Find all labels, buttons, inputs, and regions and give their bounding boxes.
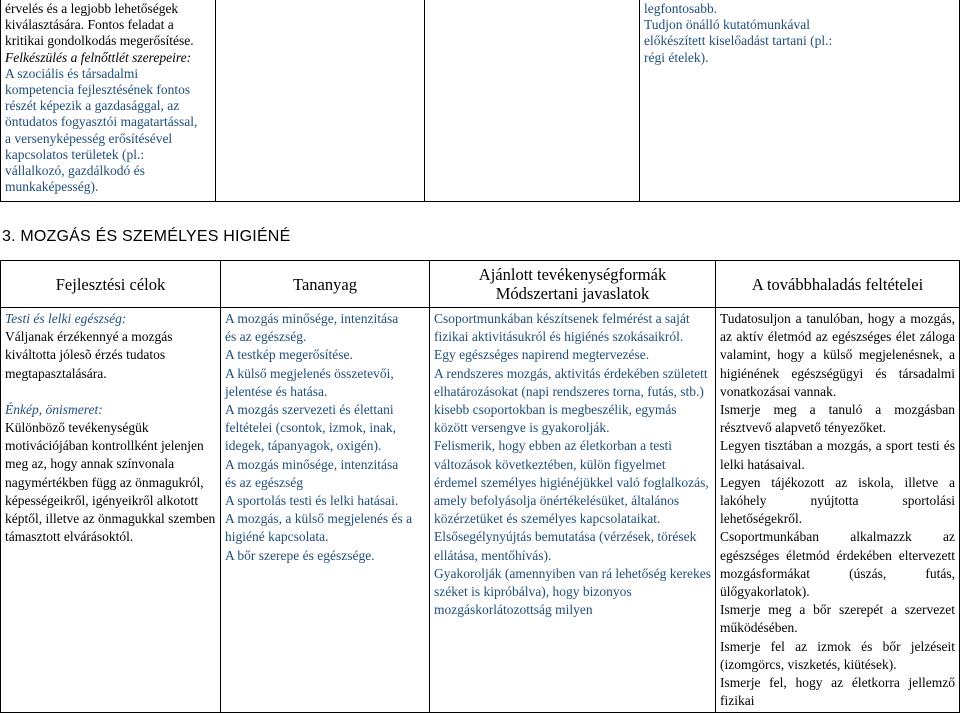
subheading: Énkép, önismeret: (5, 401, 103, 417)
cell-tovabbhaladas (716, 308, 960, 713)
text-line: vállalkozó, gazdálkodó és (5, 163, 145, 179)
header-ajanlott-line2: Módszertani javaslatok (495, 284, 650, 303)
text-line: részét képezik a gazdasággal, az (5, 98, 180, 114)
text-line: idegek, tápanyagok, oxigén). (225, 438, 382, 454)
text-line: érvelés és a legjobb lehetőségek (5, 1, 179, 16)
top-cell-col1 (1, 0, 216, 202)
text-line: A mozgás minősége, intenzitása (225, 456, 399, 472)
paragraph: Csoportmunkában alkalmazzk az egészséges életmód érdekében eltervezett mozgásformákat (úszás, futás, ülőgyakorlatok). (720, 529, 955, 600)
text-line: A mozgás, a külső megjelenés és a (225, 511, 413, 527)
text-line: higiéné kapcsolata. (225, 529, 329, 545)
text-line: A külső megjelenés összetevői, (225, 365, 394, 381)
text-line: előkészített kiselőadást tartani (pl.: (644, 33, 833, 49)
cell-ajanlott (430, 308, 716, 713)
paragraph: A rendszeres mozgás, aktivitás érdekében született elhatározásokat (napi rendszeres torna, futás, stb.) kisebb csoportokban is megbeszélik, egymás között versengve is gyakorolják. (434, 365, 708, 436)
header-row (1, 261, 960, 308)
text-line: A szociális és társadalmi (5, 65, 139, 81)
header-ajanlott-line1: Ajánlott tevékenységformák (478, 265, 667, 284)
paragraph: Elsősegélynyújtás bemutatása (vérzések, törések ellátása, mentőhívás). (434, 529, 697, 563)
spacer (5, 383, 216, 401)
text-line: régi ételek). (644, 49, 709, 65)
text-line: kompetencia fejlesztésének fontos (5, 82, 191, 98)
top-cell-col3 (425, 0, 640, 202)
text-line: a versenyképesség erősítésével (5, 130, 173, 146)
text-line: kritikai gondolkodás megerősítése. (5, 33, 194, 49)
paragraph: Egy egészséges napirend megtervezése. (434, 347, 650, 363)
subheading: Felkészülés a felnőttlét szerepeire: (5, 49, 192, 65)
text-line: öntudatos fogyasztói magatartással, (5, 114, 198, 130)
text-line: és az egészség. (225, 329, 307, 345)
section-title: 3. MOZGÁS ÉS SZEMÉLYES HIGIÉNÉ (2, 228, 291, 245)
paragraph: Gyakorolják (amennyiben van rá lehetőség kerekes széket is kipróbálva), hogy bizonyos mozgáskorlátozottság milyen (434, 565, 712, 618)
paragraph: Ismerje meg a bőr szerepét a szervezet működésében. (720, 602, 955, 636)
paragraph: Felismerik, hogy ebben az életkorban a testi változások következtében, külön figyelmet érdemel személyes higiénéjükkel való foglalkozás, amely befolyásolja önértékelésüket, általános közérzetüket és személyes kapcsolataikat. (434, 438, 709, 527)
content-row (1, 308, 960, 713)
text-line: Tudjon önálló kutatómunkával (644, 17, 810, 33)
text-line: és az egészség (225, 474, 303, 490)
header-tananyag: Tananyag (221, 261, 430, 308)
paragraph: Ismerje fel, hogy az életkorra jellemző fizikai (720, 675, 955, 709)
main-table (0, 260, 960, 713)
paragraph: Csoportmunkában készítsenek felmérést a saját fizikai aktivitásukról és higiénés szokásaikról. (434, 311, 690, 345)
paragraph: Váljanak érzékennyé a mozgás kiváltotta jólesõ érzés tudatos megtapasztalására. (5, 329, 173, 381)
top-table (0, 0, 960, 202)
top-cell-col4 (640, 0, 960, 202)
top-table-row (1, 0, 960, 202)
subheading: Testi és lelki egészség: (5, 311, 127, 326)
header-tovabbhaladas: A továbbhaladás feltételei (716, 261, 960, 308)
header-fejlesztesi: Fejlesztési célok (1, 261, 221, 308)
cell-fejlesztesi (1, 308, 221, 713)
paragraph: Különböző tevékenységük motivációjában kontrollként jelenjen meg az, hogy annak színvonala nagymértékben függ az önmagukról, képességeikről, igényeikről alkotott képtől, illetve az önmagukkal szemben támasztott elvárásoktól. (5, 420, 216, 545)
text-line: kiválasztására. Fontos feladat a (5, 17, 174, 33)
text-line: A sportolás testi és lelki hatásai. (225, 493, 399, 509)
header-ajanlott (430, 261, 716, 308)
paragraph: Legyen tisztában a mozgás, a sport testi és lelki hatásaival. (720, 438, 955, 472)
text-line: jelentése és hatása. (225, 383, 328, 399)
paragraph: Tudatosuljon a tanulóban, hogy a mozgás, az aktív életmód az egészséges élet záloga valamint, hogy a külső megjelenésnek, a higiénének egészségügyi és társadalmi vonatkozásai vannak. (720, 311, 955, 399)
text-line: munkaképesség). (5, 179, 99, 195)
text-line: kapcsolatos területek (pl.: (5, 146, 145, 162)
paragraph: Legyen tájékozott az iskola, illetve a lakóhely nyújtotta sportolási lehetőségekről. (720, 474, 955, 527)
cell-tananyag (221, 308, 430, 713)
text-line: feltételei (csontok, izmok, inak, (225, 420, 396, 436)
text-line: A bőr szerepe és egészsége. (225, 547, 375, 563)
paragraph: Ismerje meg a tanuló a mozgásban résztvevő alapvető tényezőket. (720, 402, 955, 436)
paragraph: Ismerje fel az izmok és bőr jelzéseit (izomgörcs, viszketés, kiütések). (720, 638, 955, 672)
text-line: A mozgás szervezeti és élettani (225, 402, 394, 418)
top-cell-col2 (216, 0, 425, 202)
text-line: legfontosabb. (644, 1, 718, 16)
text-line: A testkép megerősítése. (225, 347, 353, 363)
text-line: A mozgás minősége, intenzitása (225, 311, 399, 326)
